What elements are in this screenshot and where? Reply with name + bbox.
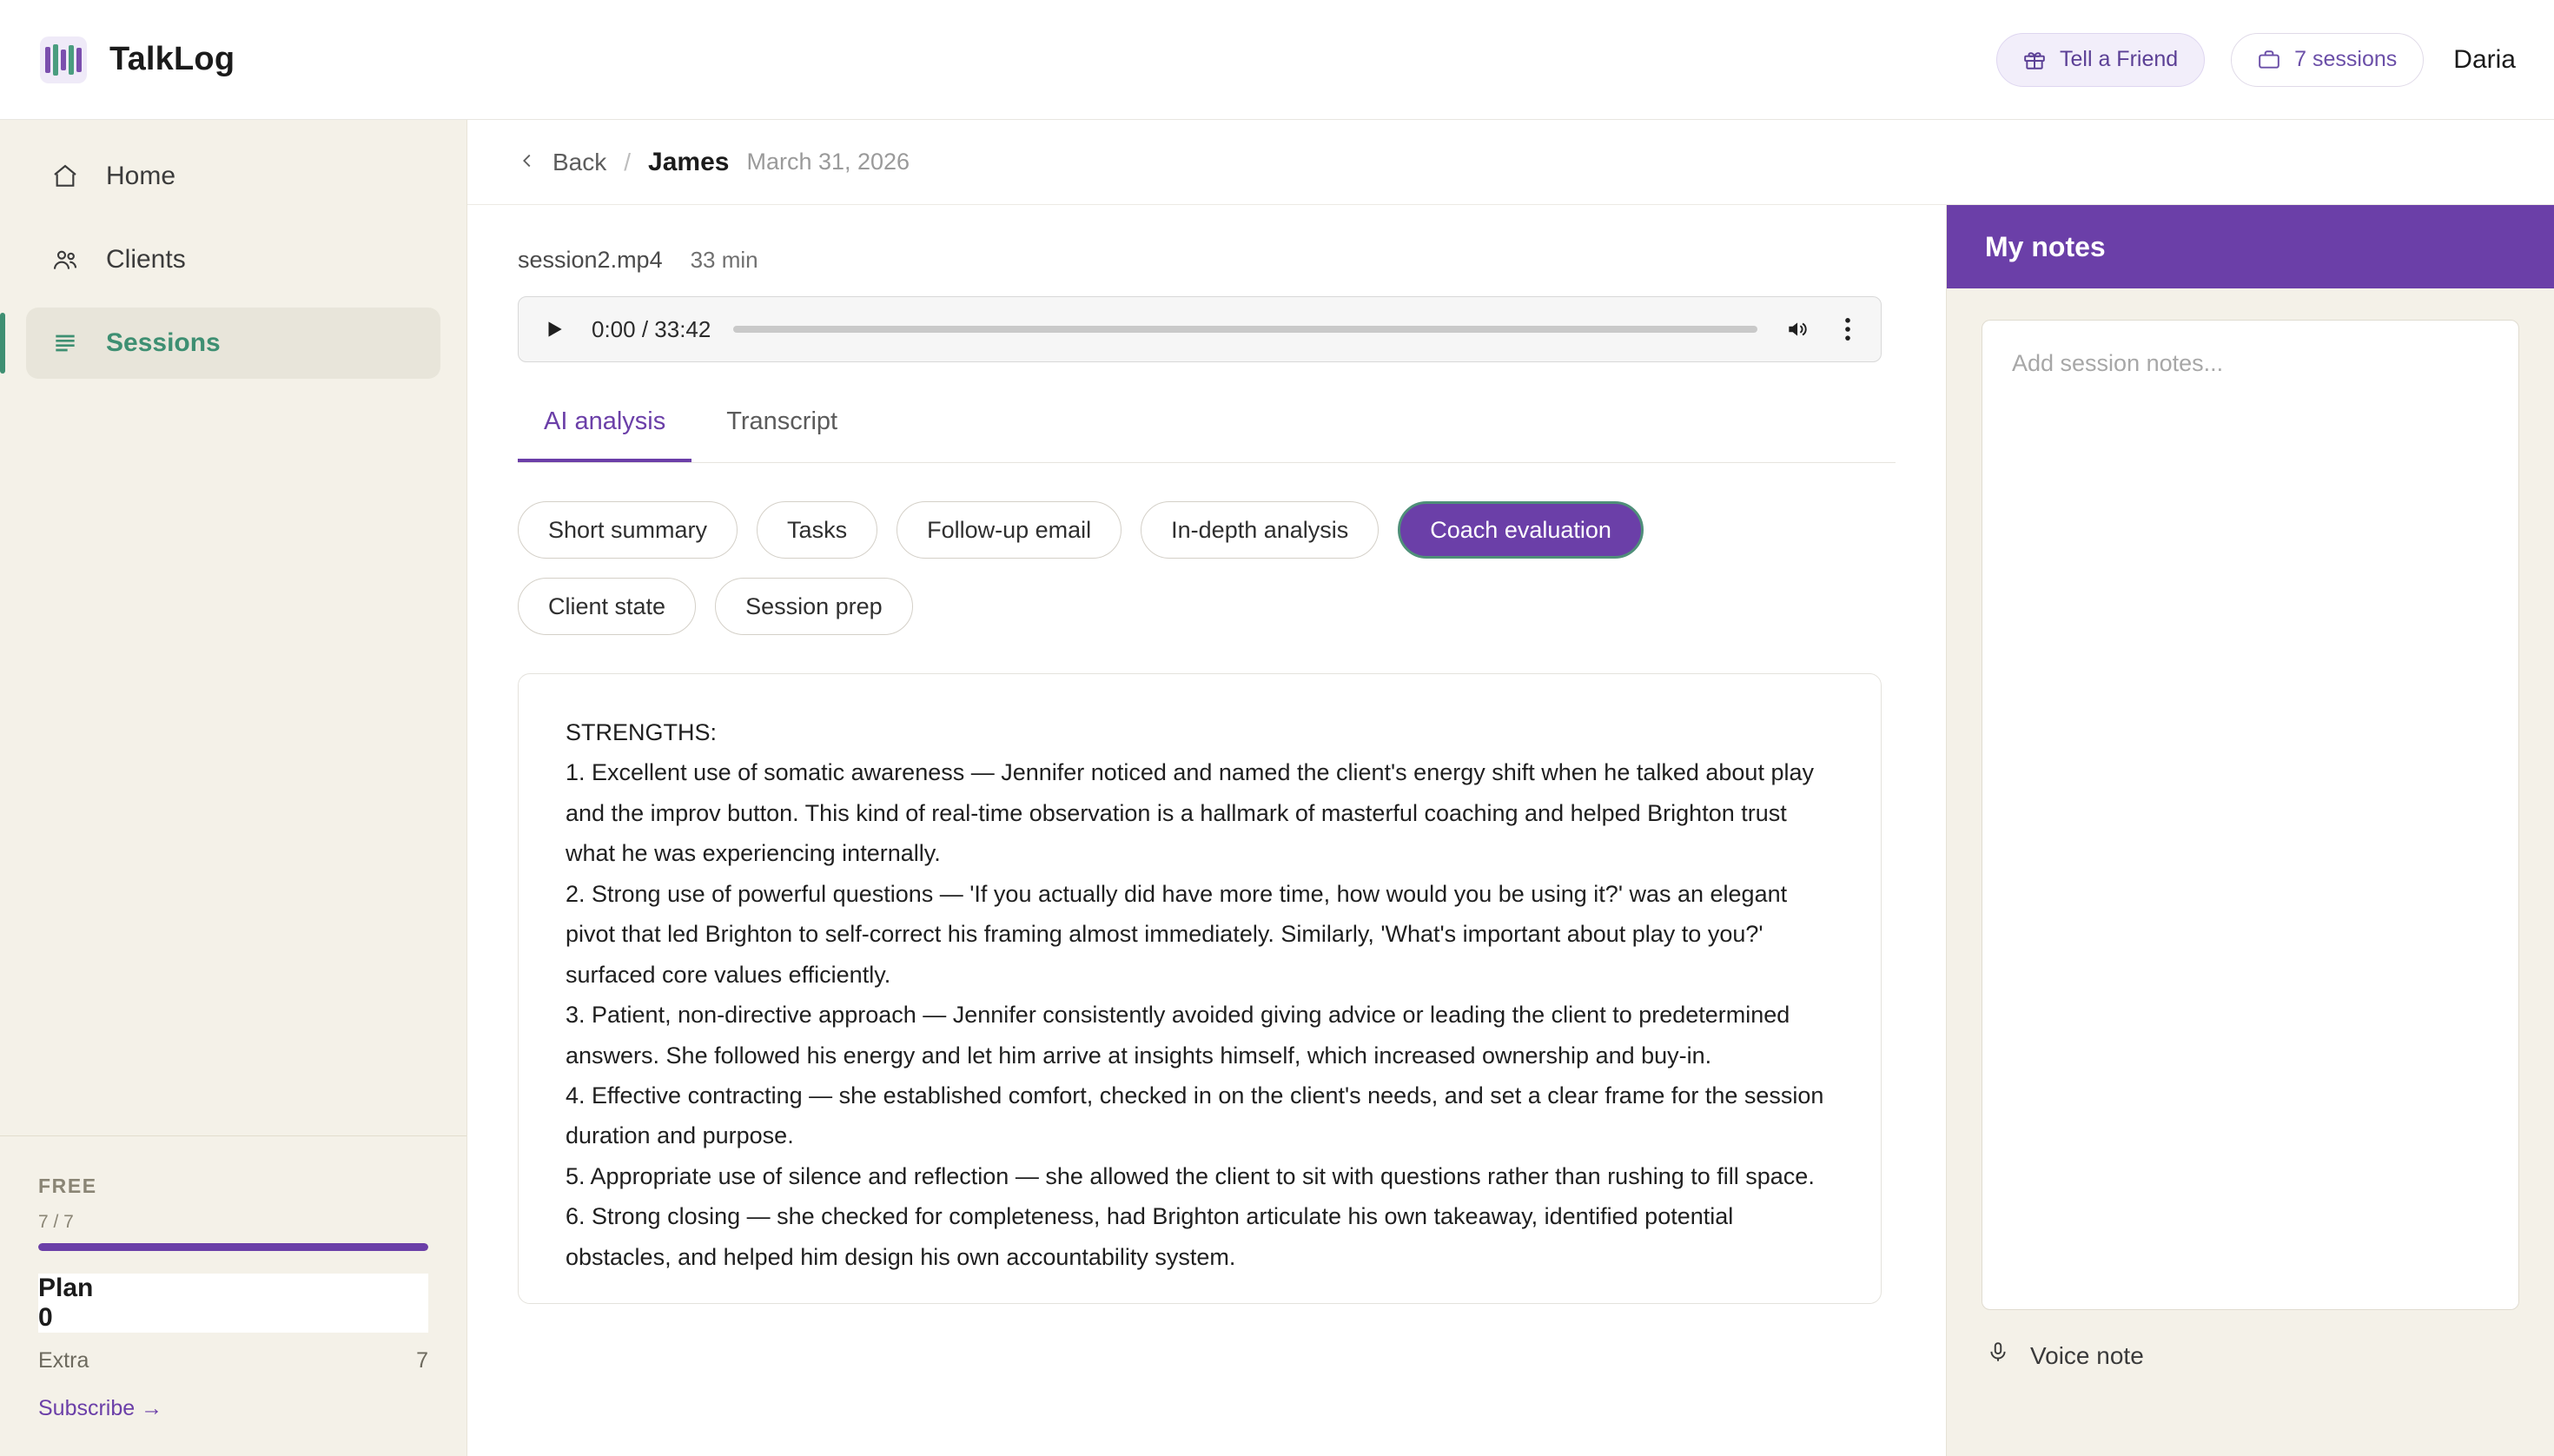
- plan-row: [38, 1274, 428, 1333]
- content-area: [467, 205, 2554, 1456]
- main-column: [467, 120, 2554, 1456]
- file-duration: 33 min: [690, 247, 758, 273]
- voice-note-button[interactable]: [1947, 1310, 2554, 1410]
- list-icon: [49, 329, 82, 357]
- chip-coach-evaluation[interactable]: Coach evaluation: [1398, 501, 1644, 559]
- chip-follow-up-email[interactable]: Follow-up email: [897, 501, 1122, 559]
- home-icon: [49, 162, 82, 190]
- sessions-count-button[interactable]: [2231, 33, 2424, 87]
- chip-short-summary[interactable]: Short summary: [518, 501, 738, 559]
- sidebar-item-label: Home: [106, 162, 176, 190]
- notes-panel: [1946, 205, 2554, 1456]
- analysis-heading: STRENGTHS:: [566, 719, 718, 745]
- file-name: session2.mp4: [518, 247, 663, 273]
- analysis-tabs: [518, 399, 1896, 463]
- back-label: Back: [552, 148, 607, 175]
- tell-a-friend-label: Tell a Friend: [2060, 47, 2179, 71]
- microphone-icon: [1987, 1340, 2009, 1372]
- analysis-chip-group: [518, 501, 1769, 635]
- briefcase-icon: [2258, 49, 2280, 71]
- plan-usage-panel: [0, 1135, 466, 1456]
- tell-a-friend-button[interactable]: [1996, 33, 2205, 87]
- chip-tasks[interactable]: Tasks: [757, 501, 877, 559]
- plan-usage-count: 7 / 7: [38, 1212, 74, 1232]
- chevron-left-icon: [518, 149, 537, 176]
- breadcrumb: [467, 120, 2554, 205]
- sidebar-item-clients[interactable]: [26, 224, 440, 295]
- chip-client-state[interactable]: Client state: [518, 578, 696, 635]
- play-icon[interactable]: [539, 314, 569, 344]
- plan-tier-label: FREE: [38, 1175, 97, 1197]
- audio-player[interactable]: [518, 296, 1882, 362]
- top-bar-actions: [1996, 33, 2516, 87]
- extra-row-value: 7: [416, 1348, 428, 1373]
- notes-input[interactable]: Add session notes...: [1982, 320, 2519, 1310]
- brand[interactable]: [40, 36, 235, 83]
- plan-progress-bar: [38, 1243, 428, 1251]
- file-info: [518, 247, 1896, 274]
- plan-progress-fill: [38, 1243, 428, 1251]
- gift-icon: [2023, 49, 2046, 71]
- extra-row-label: Extra: [38, 1348, 89, 1373]
- tab-transcript[interactable]: Transcript: [726, 407, 838, 435]
- analysis-item: 2. Strong use of powerful questions — 'If you actually did have more time, how would you be using it?' was an elegant pivot that led Brighton to self-correct his framing almost immediately. Similarly, 'What's important about play to you?' surfaced core values efficiently.: [566, 880, 1788, 988]
- breadcrumb-separator: /: [624, 148, 632, 175]
- session-detail: [467, 205, 1946, 1456]
- analysis-card: [518, 673, 1882, 1304]
- talklog-logo-icon: [40, 36, 87, 83]
- sessions-count-label: 7 sessions: [2294, 47, 2398, 71]
- plan-row-label: Plan: [38, 1274, 94, 1302]
- subscribe-link[interactable]: Subscribe →: [38, 1396, 163, 1420]
- user-name[interactable]: Daria: [2453, 44, 2516, 74]
- chip-session-prep[interactable]: Session prep: [715, 578, 913, 635]
- back-button[interactable]: [518, 149, 606, 176]
- breadcrumb-client: James: [648, 147, 730, 176]
- volume-icon[interactable]: [1780, 318, 1813, 341]
- analysis-item: 3. Patient, non-directive approach — Jennifer consistently avoided giving advice or leading the client to predetermined answers. She followed his energy and let him arrive at insights himself, which increased ownership and buy-in.: [566, 1002, 1790, 1069]
- tab-ai-analysis[interactable]: AI analysis: [518, 399, 691, 462]
- player-time: 0:00 / 33:42: [592, 315, 711, 342]
- sidebar-item-home[interactable]: [26, 141, 440, 212]
- player-seek-slider[interactable]: [733, 326, 1757, 333]
- sidebar-item-sessions[interactable]: [26, 308, 440, 379]
- voice-note-label: Voice note: [2030, 1341, 2144, 1369]
- brand-name: TalkLog: [109, 41, 235, 77]
- sidebar-item-label: Sessions: [106, 328, 221, 357]
- plan-row-value: 0: [38, 1303, 53, 1332]
- analysis-item: 1. Excellent use of somatic awareness — Jennifer noticed and named the client's energy shift when he talked about play and the improv button. This kind of real-time observation is a hallmark of masterful coaching and helped Brighton trust what he was experiencing internally.: [566, 759, 1814, 867]
- sidebar-nav: [0, 120, 466, 391]
- analysis-item: 6. Strong closing — she checked for completeness, had Brighton articulate his own takeaway, identified potential obstacles, and helped him design his own accountability system.: [566, 1203, 1734, 1270]
- sidebar-item-label: Clients: [106, 245, 186, 274]
- top-bar: [0, 0, 2554, 120]
- analysis-item: 5. Appropriate use of silence and reflection — she allowed the client to sit with questions rather than rushing to fill space.: [566, 1162, 1815, 1189]
- users-icon: [49, 246, 82, 274]
- analysis-item: 4. Effective contracting — she established comfort, checked in on the client's needs, and set a clear frame for the session duration and purpose.: [566, 1082, 1824, 1149]
- extra-row: [38, 1348, 428, 1373]
- notes-title: My notes: [1947, 205, 2554, 288]
- chip-in-depth-analysis[interactable]: In-depth analysis: [1141, 501, 1379, 559]
- sidebar: [0, 120, 467, 1456]
- player-menu-icon[interactable]: [1836, 317, 1860, 341]
- app-body: [0, 120, 2554, 1456]
- breadcrumb-date: March 31, 2026: [746, 149, 910, 175]
